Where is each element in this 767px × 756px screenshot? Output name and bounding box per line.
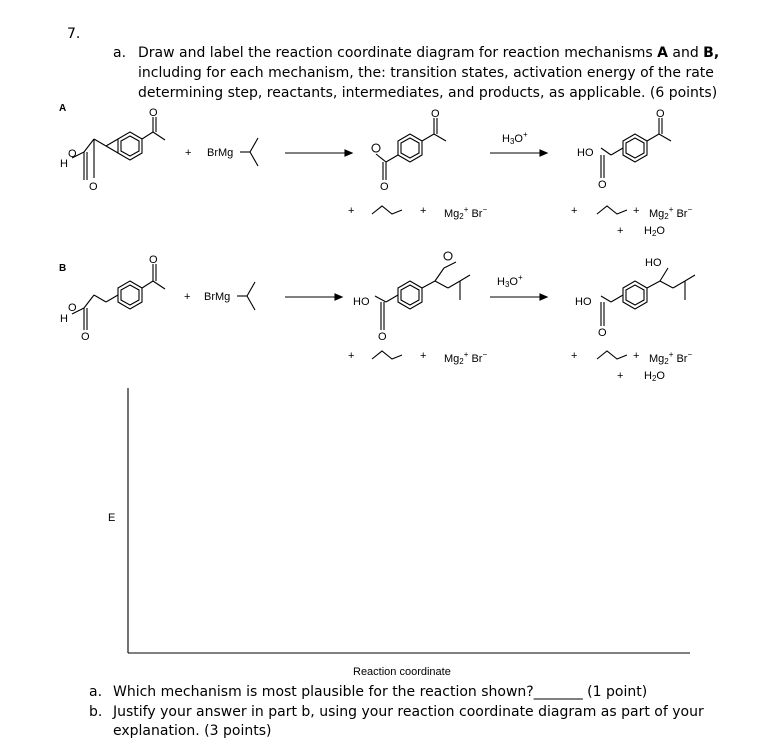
mech-a-product-plus-2: + [633,205,640,217]
mech-a-left-h: H [60,158,68,170]
mech-b-product [601,268,695,326]
svg-text:O: O [380,181,389,193]
mech-a-water: $H_2O$ [644,225,665,238]
svg-text:O: O [81,331,90,343]
mech-a-mg-salt: $Mg_2^+$ Br− [444,205,488,221]
mech-a-plus-1: + [185,147,192,159]
question-a-marker: a. [89,684,103,700]
mech-a-grignard [240,138,258,166]
mech-b-alkene-2 [597,351,627,359]
question-a-points: (1 point) [587,684,648,700]
mech-a-product-ho: HO [577,147,594,159]
mech-a-product-mg-salt: $Mg_2^+$ Br− [649,205,693,221]
mech-b-product-plus-2: + [633,350,640,362]
question-a-text: Which mechanism is most plausible for the reaction shown? [113,684,534,700]
question-number: 7. [67,26,81,42]
part-a-line2: including for each mechanism, the: transition states, activation energy of the rate [138,65,714,81]
question-b-cont: explanation. (3 points) [113,723,272,739]
mech-a-reagent: BrMg [207,147,234,159]
mech-a-acid: $H_3O^+$ [502,130,528,146]
mech-a-alkene-2 [597,206,627,214]
mech-b-mg-salt: $Mg_2^+$ Br− [444,350,488,366]
question-a [113,682,647,702]
mech-b-product-mg-salt: $Mg_2^+$ Br− [649,350,693,366]
svg-text:O: O [149,254,158,266]
mech-a-product-plus-3: + [617,225,624,237]
mech-b-water: $H_2O$ [644,370,665,383]
svg-text:O: O [378,331,387,343]
part-a-line1-text: Draw and label the reaction coordinate diagram for reaction mechanisms [138,45,653,61]
mech-b-acid: $H_3O^+$ [497,273,523,289]
mech-b-product-ho-1: HO [645,257,662,269]
svg-text:O: O [656,108,665,120]
x-axis-label: Reaction coordinate [353,666,451,678]
mech-b-reagent: BrMg [204,291,231,303]
mech-b-byproduct-plus-1: + [348,350,355,362]
part-a-mech-b: B, [703,45,720,61]
question-b-marker: b. [89,704,103,720]
mech-a-alkene-1 [372,206,402,214]
y-axis-label: E [108,512,116,524]
mech-a-product [601,118,671,178]
mech-b-left-o: O [68,302,77,314]
answer-blank[interactable]: _______ [533,684,583,700]
part-a-mech-a: A [657,45,668,61]
mech-a-label: A [59,103,67,114]
mech-a-intermediate [372,118,446,180]
mech-a-byproduct-plus-2: + [420,205,427,217]
mech-b-product-plus-1: + [571,350,578,362]
svg-text:O: O [149,107,158,119]
part-a-and: and [672,45,699,61]
mech-b-alkene-1 [372,351,402,359]
mech-b-reactant [72,264,165,330]
svg-text:O: O [598,179,607,191]
mech-b-byproduct-plus-2: + [420,350,427,362]
mech-b-label: B [59,263,67,274]
mech-a-product-plus-1: + [571,205,578,217]
svg-text:O: O [598,327,607,339]
mech-a-reactant [72,117,165,180]
question-b-text: Justify your answer in part b, using your reaction coordinate diagram as part of your [113,704,704,720]
part-a-line3: determining step, reactants, intermediates, and products, as applicable. (6 points) [138,85,718,101]
svg-text:O: O [89,181,98,193]
mech-b-intermediate [375,252,470,330]
mech-b-intermediate-ho: HO [353,296,370,308]
svg-text:O: O [431,108,440,120]
mech-b-left-h: H [60,313,68,325]
part-a-marker: a. [113,45,127,61]
mech-b-product-plus-3: + [617,370,624,382]
mech-b-plus-1: + [184,291,191,303]
mech-b-product-ho-2: HO [575,296,592,308]
mech-a-byproduct-plus-1: + [348,205,355,217]
mech-a-left-o: O [68,148,77,160]
mech-b-grignard [237,282,255,310]
